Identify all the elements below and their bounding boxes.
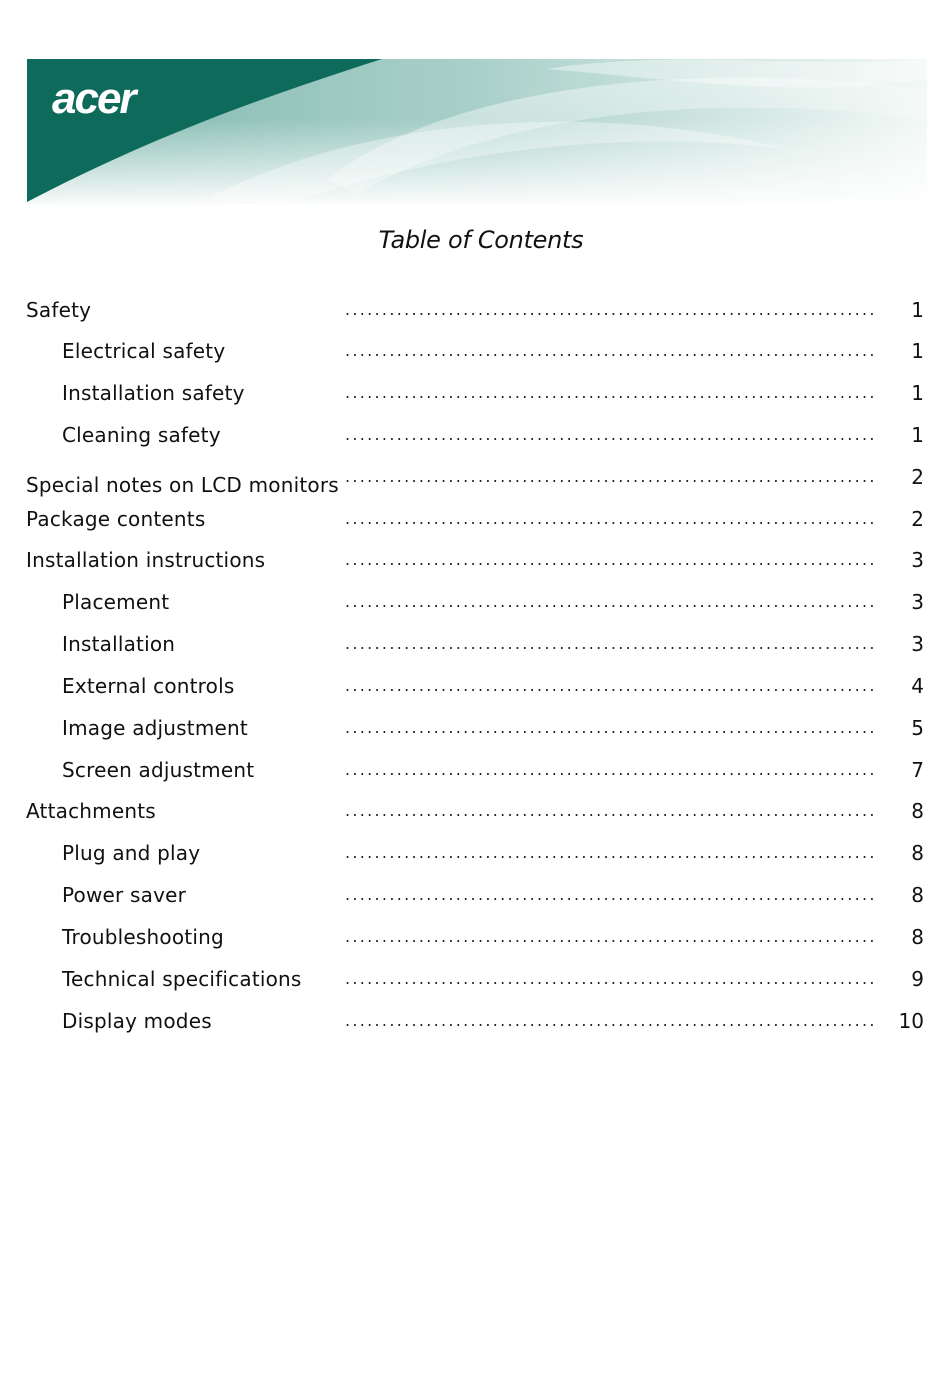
toc-entry-page: 5 bbox=[911, 716, 924, 740]
header-banner bbox=[27, 59, 927, 204]
toc-entry-page: 8 bbox=[911, 799, 924, 823]
dot-leader bbox=[345, 713, 873, 743]
toc-entry-page: 1 bbox=[911, 298, 924, 322]
toc-entry-page: 10 bbox=[898, 1009, 924, 1033]
toc-entry[interactable] bbox=[0, 336, 950, 366]
toc-entry-page: 8 bbox=[911, 841, 924, 865]
toc-entry[interactable] bbox=[0, 880, 950, 910]
dot-leader bbox=[345, 462, 873, 492]
toc-entry-label: Plug and play bbox=[62, 841, 201, 865]
toc-entry[interactable] bbox=[0, 545, 950, 575]
toc-entry-label: Attachments bbox=[26, 799, 156, 823]
toc-entry-label: Cleaning safety bbox=[62, 423, 221, 447]
toc-entry-page: 3 bbox=[911, 548, 924, 572]
banner-swoosh-graphic bbox=[27, 59, 927, 204]
dot-leader bbox=[345, 1006, 873, 1036]
toc-entry[interactable] bbox=[0, 755, 950, 785]
toc-entry-label: Placement bbox=[62, 590, 170, 614]
toc-entry-label: Electrical safety bbox=[62, 339, 226, 363]
toc-entry[interactable] bbox=[0, 1006, 950, 1036]
toc-entry-page: 1 bbox=[911, 381, 924, 405]
dot-leader bbox=[345, 420, 873, 450]
dot-leader bbox=[345, 922, 873, 952]
dot-leader bbox=[345, 755, 873, 785]
toc-entry[interactable] bbox=[0, 964, 950, 994]
toc-entry[interactable] bbox=[0, 713, 950, 743]
toc-entry-page: 1 bbox=[911, 339, 924, 363]
toc-entry-page: 3 bbox=[911, 632, 924, 656]
toc-entry-label: Installation bbox=[62, 632, 176, 656]
dot-leader bbox=[345, 629, 873, 659]
toc-entry[interactable] bbox=[0, 671, 950, 701]
toc-entry-page: 1 bbox=[911, 423, 924, 447]
toc-entry-label: Installation instructions bbox=[26, 548, 266, 572]
toc-entry[interactable] bbox=[0, 462, 950, 497]
toc-entry-page: 8 bbox=[911, 925, 924, 949]
dot-leader bbox=[345, 378, 873, 408]
toc-entry[interactable] bbox=[0, 796, 950, 826]
toc-entry-label: External controls bbox=[62, 674, 235, 698]
dot-leader bbox=[345, 838, 873, 868]
toc-entry[interactable] bbox=[0, 922, 950, 952]
toc-entry-label: Installation safety bbox=[62, 381, 245, 405]
dot-leader bbox=[345, 336, 873, 366]
toc-entry-label: Screen adjustment bbox=[62, 758, 255, 782]
dot-leader bbox=[345, 796, 873, 826]
toc-entry-label: Package contents bbox=[26, 507, 206, 531]
toc-entry-label: Safety bbox=[26, 298, 92, 322]
acer-logo: acer bbox=[52, 74, 135, 123]
dot-leader bbox=[345, 295, 873, 325]
toc-entry-page: 4 bbox=[911, 674, 924, 698]
dot-leader bbox=[345, 545, 873, 575]
toc-entry[interactable] bbox=[0, 838, 950, 868]
toc-entry-label: Troubleshooting bbox=[62, 925, 224, 949]
page-title: Table of Contents bbox=[378, 226, 584, 254]
toc-entry-label: Special notes on LCD monitors bbox=[26, 473, 339, 497]
toc-entry-label: Display modes bbox=[62, 1009, 212, 1033]
toc-entry[interactable] bbox=[0, 378, 950, 408]
toc-entry-label: Image adjustment bbox=[62, 716, 248, 740]
toc-entry-label: Technical specifications bbox=[62, 967, 302, 991]
toc-entry[interactable] bbox=[0, 629, 950, 659]
dot-leader bbox=[345, 671, 873, 701]
toc-entry[interactable] bbox=[0, 587, 950, 617]
toc-entry[interactable] bbox=[0, 295, 950, 325]
toc-entry-page: 2 bbox=[911, 507, 924, 531]
toc-entry-page: 7 bbox=[911, 758, 924, 782]
dot-leader bbox=[345, 587, 873, 617]
toc-entry[interactable] bbox=[0, 420, 950, 450]
toc-entry[interactable] bbox=[0, 504, 950, 534]
toc-entry-page: 3 bbox=[911, 590, 924, 614]
toc-entry-label: Power saver bbox=[62, 883, 187, 907]
toc-entry-page: 9 bbox=[911, 967, 924, 991]
dot-leader bbox=[345, 504, 873, 534]
dot-leader bbox=[345, 880, 873, 910]
toc-entry-page: 2 bbox=[911, 465, 924, 489]
toc-entry-page: 8 bbox=[911, 883, 924, 907]
dot-leader bbox=[345, 964, 873, 994]
